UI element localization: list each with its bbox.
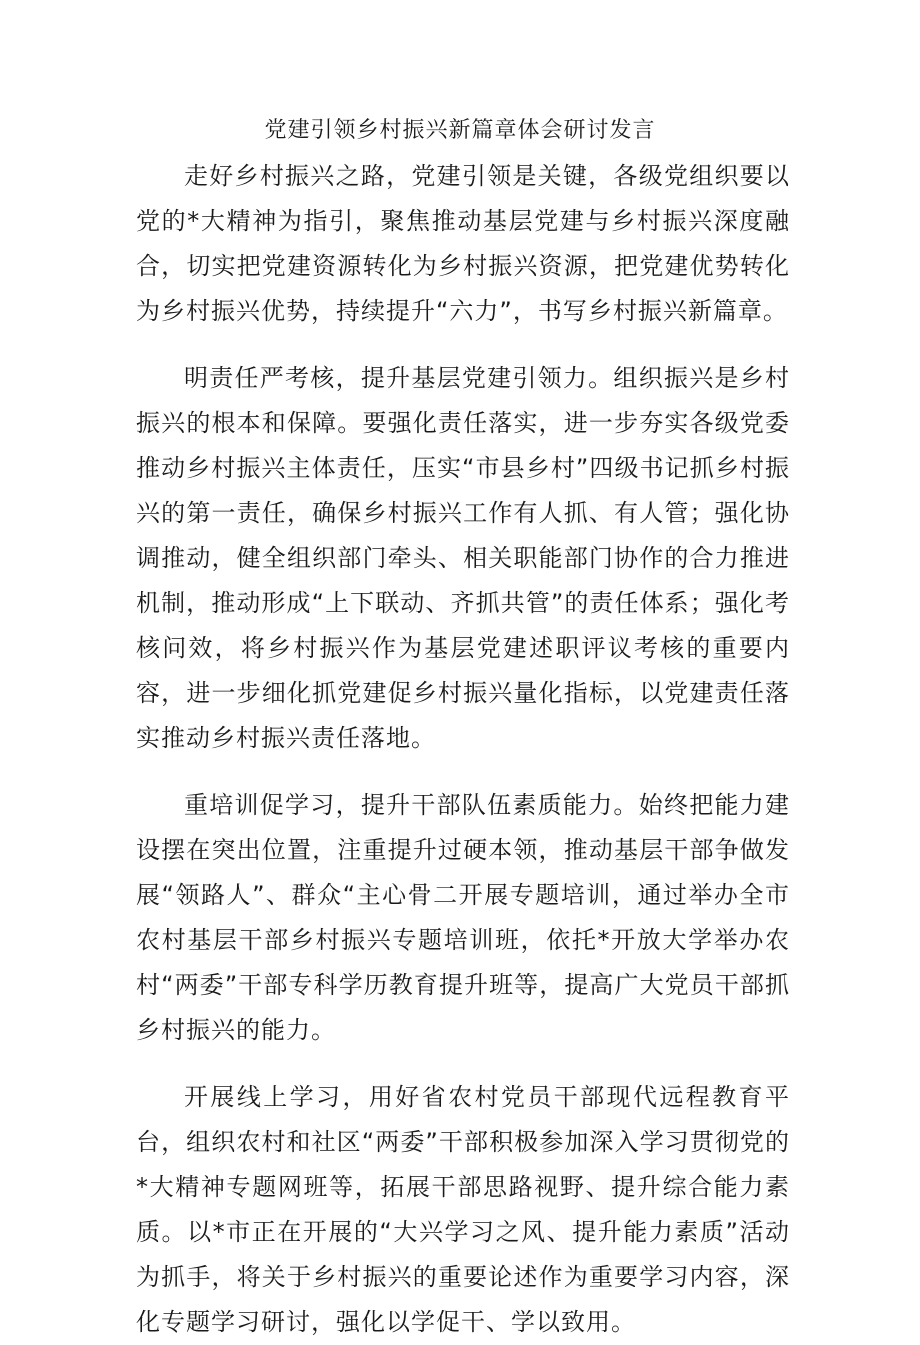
- paragraph-training: 重培训促学习，提升干部队伍素质能力。始终把能力建设摆在突出位置，注重提升过硬本领，推动基层干部争做发展“领路人”、群众“主心骨二开展专题培训，通过举办全市农村基层干部乡村振兴专题培训班，依托*开放大学举办农村“两委”干部专科学历教育提升班等，提高广大党员干部抓乡村振兴的能力。: [136, 791, 790, 1044]
- paragraph-online-learning: 开展线上学习，用好省农村党员干部现代远程教育平台，组织农村和社区“两委”干部积极参加深入学习贯彻党的*大精神专题网班等，拓展干部思路视野、提升综合能力素质。以*市正在开展的“大兴学习之风、提升能力素质”活动为抓手，将关于乡村振兴的重要论述作为重要学习内容，深化专题学习研讨，强化以学促干、学以致用。: [136, 1083, 790, 1336]
- document-title: 党建引领乡村振兴新篇章体会研讨发言: [264, 118, 656, 143]
- paragraph-intro: 走好乡村振兴之路，党建引领是关键，各级党组织要以党的*大精神为指引，聚焦推动基层党建与乡村振兴深度融合，切实把党建资源转化为乡村振兴资源，把党建优势转化为乡村振兴优势，持续提升“六力”，书写乡村振兴新篇章。: [136, 162, 790, 325]
- paragraph-responsibility: 明责任严考核，提升基层党建引领力。组织振兴是乡村振兴的根本和保障。要强化责任落实，进一步夯实各级党委推动乡村振兴主体责任，压实“市县乡村”四级书记抓乡村振兴的第一责任，确保乡村振兴工作有人抓、有人管；强化协调推动，健全组织部门牵头、相关职能部门协作的合力推进机制，推动形成“上下联动、齐抓共管”的责任体系；强化考核问效，将乡村振兴作为基层党建述职评议考核的重要内容，进一步细化抓党建促乡村振兴量化指标，以党建责任落实推动乡村振兴责任落地。: [136, 364, 790, 752]
- document-body: [136, 154, 790, 1345]
